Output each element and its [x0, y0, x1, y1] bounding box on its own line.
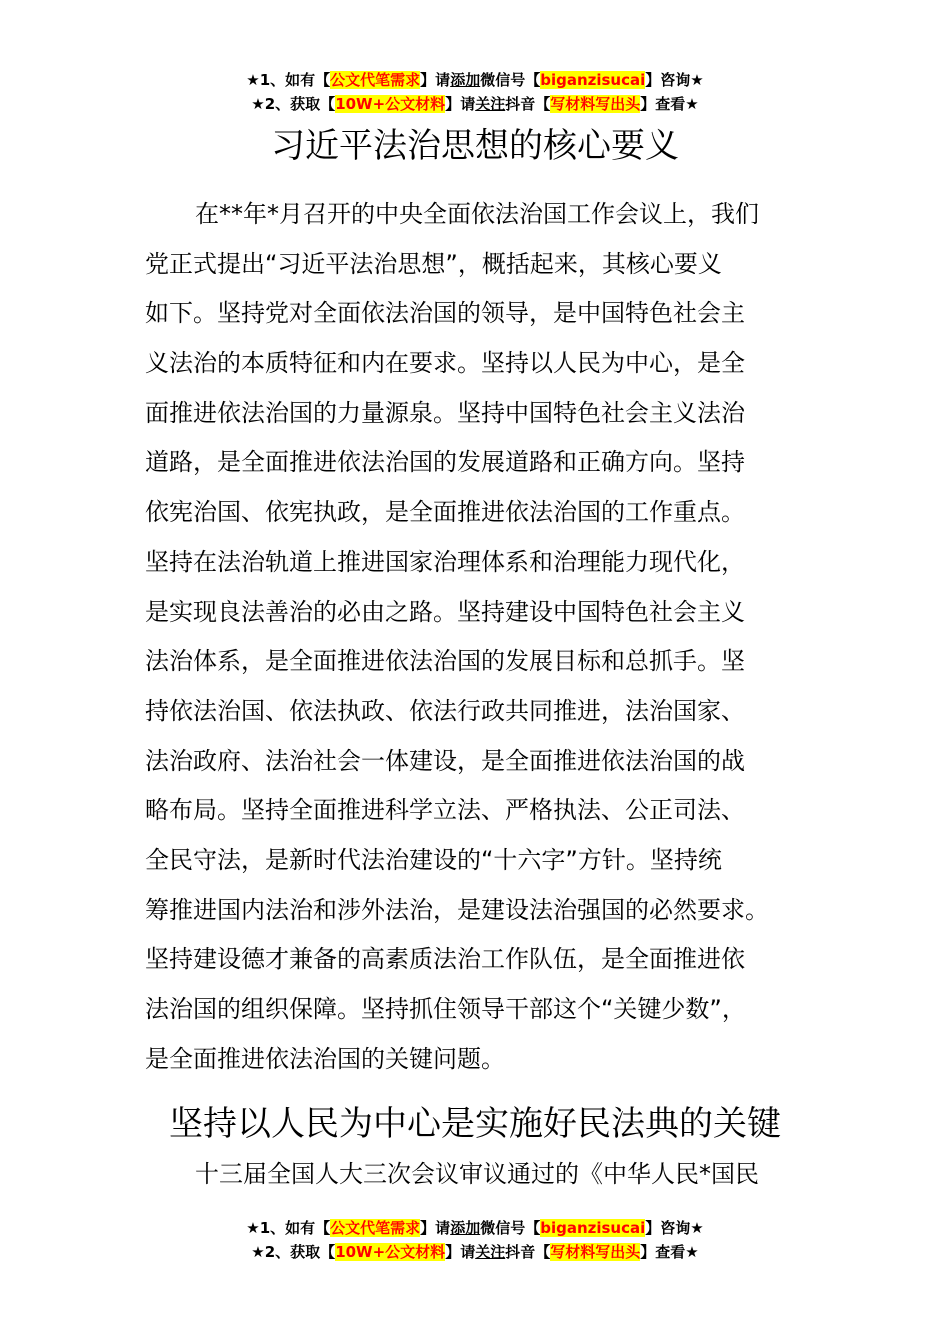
banner-line-2: ★2、获取【10W+公文材料】请关注抖音【写材料写出头】查看★: [251, 95, 699, 113]
body-line: 法治国的组织保障。坚持抓住领导干部这个“关键少数”，: [145, 995, 746, 1023]
douyin-account-highlight: 写材料写出头: [550, 95, 641, 113]
banner-line-2: ★2、获取【10W+公文材料】请关注抖音【写材料写出头】查看★: [251, 1243, 699, 1261]
body-line: 如下。坚持党对全面依法治国的领导，是中国特色社会主: [145, 299, 745, 328]
body-line: 持依法治国、依法执政、依法行政共同推进，法治国家、: [145, 696, 745, 725]
body-line: 法治政府、法治社会一体建设，是全面推进依法治国的战: [145, 746, 745, 775]
wechat-id-highlight: biganzisucai: [540, 71, 646, 89]
body-line: 在**年*月召开的中央全面依法治国工作会议上，我们: [195, 200, 759, 228]
next-article-title: 坚持以人民为中心是实施好民法典的关键: [169, 1104, 781, 1144]
body-line: 依宪治国、依宪执政，是全面推进依法治国的工作重点。: [145, 498, 745, 527]
body-line: 坚持在法治轨道上推进国家治理体系和治理能力现代化，: [145, 547, 745, 576]
body-line: 全民守法，是新时代法治建设的“十六字”方针。坚持统: [145, 845, 722, 874]
footer-banner: [0, 1216, 950, 1264]
ghostwriting-highlight: 公文代笔需求: [330, 71, 421, 89]
body-line: 是全面推进依法治国的关键问题。: [145, 1044, 505, 1073]
body-line: 略布局。坚持全面推进科学立法、严格执法、公正司法、: [145, 796, 745, 825]
body-line: 法治体系，是全面推进依法治国的发展目标和总抓手。坚: [145, 647, 745, 676]
body-line: 是实现良法善治的必由之路。坚持建设中国特色社会主义: [145, 597, 745, 626]
materials-highlight: 10W+公文材料: [335, 95, 446, 113]
douyin-account-highlight: 写材料写出头: [550, 1243, 641, 1261]
header-banner: [0, 68, 950, 116]
banner-line-1: ★1、如有【公文代笔需求】请添加微信号【biganzisucai】咨询★: [246, 1219, 704, 1237]
banner-line-1: ★1、如有【公文代笔需求】请添加微信号【biganzisucai】咨询★: [246, 71, 704, 89]
next-article-first-line: 十三届全国人大三次会议审议通过的《中华人民*国民: [195, 1160, 759, 1188]
body-line: 道路，是全面推进依法治国的发展道路和正确方向。坚持: [145, 448, 745, 477]
materials-highlight: 10W+公文材料: [335, 1243, 446, 1261]
body-line: 坚持建设德才兼备的高素质法治工作队伍，是全面推进依: [145, 945, 745, 974]
body-line: 党正式提出“习近平法治思想”，概括起来，其核心要义: [145, 249, 722, 278]
body-line: 面推进依法治国的力量源泉。坚持中国特色社会主义法治: [145, 398, 745, 427]
article-title: 习近平法治思想的核心要义: [271, 126, 679, 166]
ghostwriting-highlight: 公文代笔需求: [330, 1219, 421, 1237]
wechat-id-highlight: biganzisucai: [540, 1219, 646, 1237]
body-line: 义法治的本质特征和内在要求。坚持以人民为中心，是全: [145, 349, 745, 378]
article-body: [145, 190, 825, 1084]
body-line: 筹推进国内法治和涉外法治，是建设法治强国的必然要求。: [145, 895, 769, 924]
